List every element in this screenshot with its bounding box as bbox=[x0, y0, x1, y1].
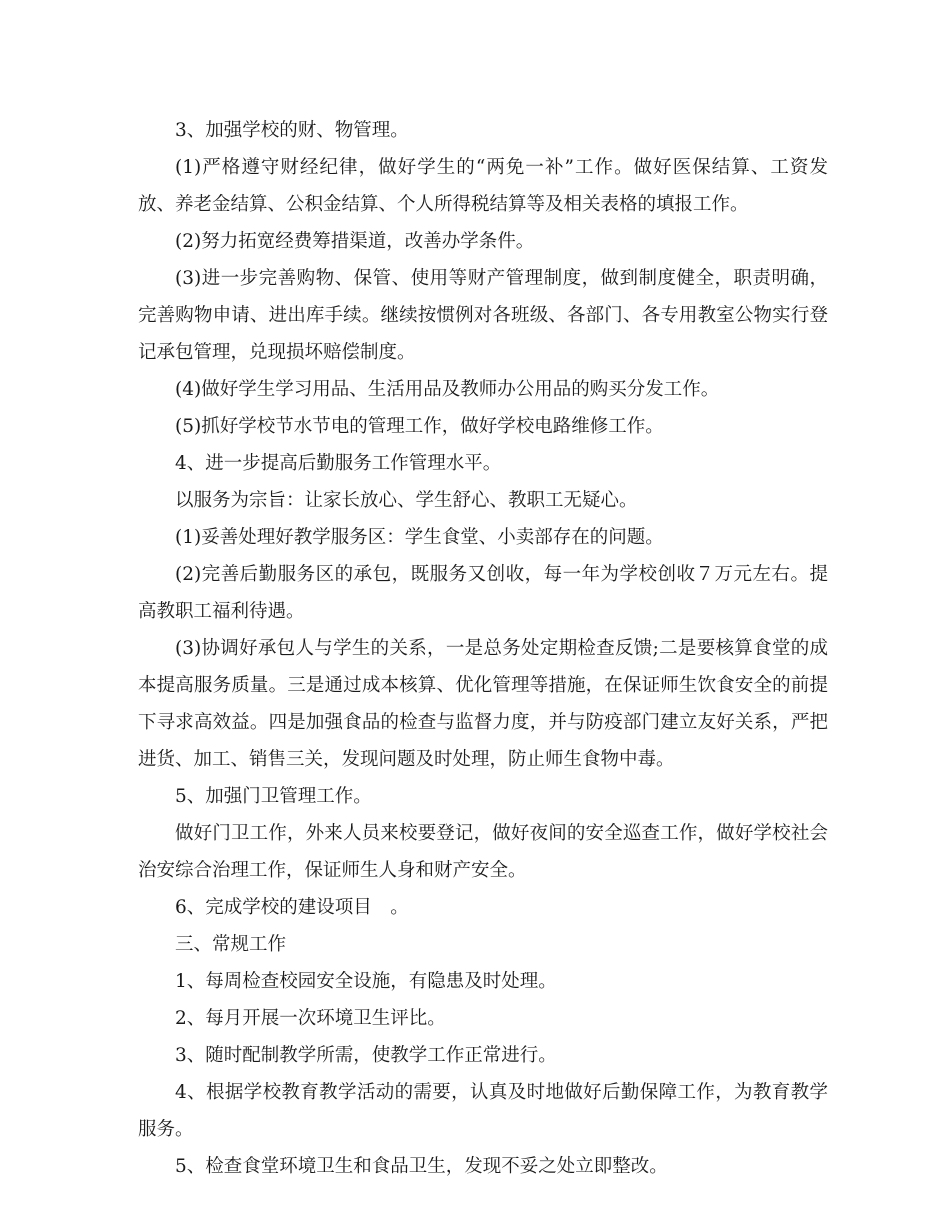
section-heading-guard: 5、加强门卫管理工作。 bbox=[175, 786, 372, 807]
paragraph-logistics-3: (3)协调好承包人与学生的关系，一是总务处定期检查反馈;二是要核算食堂的成本提高服务质量。三是通过成本核算、优化管理等措施，在保证师生饮食安全的前提下寻求高效益。四是加强食品的检查与监督力度，并与防疫部门建立友好关系，严把进货、加工、销售三关，发现问题及时处理，防止师生食物中毒。 bbox=[138, 638, 828, 770]
paragraph-finance-4: (4)做好学生学习用品、生活用品及教师办公用品的购买分发工作。 bbox=[175, 379, 720, 400]
paragraph-routine-4: 4、根据学校教育教学活动的需要，认真及时地做好后勤保障工作，为教育教学服务。 bbox=[138, 1082, 828, 1140]
paragraph-finance-2: (2)努力拓宽经费筹措渠道，改善办学条件。 bbox=[175, 231, 535, 252]
paragraph-service-aim: 以服务为宗旨：让家长放心、学生舒心、教职工无疑心。 bbox=[175, 490, 638, 511]
paragraph-finance-5: (5)抓好学校节水节电的管理工作，做好学校电路维修工作。 bbox=[175, 416, 664, 437]
paragraph-routine-3: 3、随时配制教学所需，使教学工作正常进行。 bbox=[175, 1045, 557, 1066]
paragraph-logistics-1: (1)妥善处理好教学服务区：学生食堂、小卖部存在的问题。 bbox=[175, 527, 664, 548]
paragraph-finance-3: (3)进一步完善购物、保管、使用等财产管理制度，做到制度健全，职责明确，完善购物申请、进出库手续。继续按惯例对各班级、各部门、各专用教室公物实行登记承包管理，兑现损坏赔偿制度。 bbox=[138, 268, 828, 363]
paragraph-routine-5: 5、检查食堂环境卫生和食品卫生，发现不妥之处立即整改。 bbox=[175, 1156, 668, 1177]
paragraph-logistics-2: (2)完善后勤服务区的承包，既服务又创收，每一年为学校创收７万元左右。提高教职工福利待遇。 bbox=[138, 564, 828, 622]
section-heading-finance: 3、加强学校的财、物管理。 bbox=[175, 120, 409, 141]
section-heading-routine: 三、常规工作 bbox=[175, 934, 287, 955]
section-heading-logistics: 4、进一步提高后勤服务工作管理水平。 bbox=[175, 453, 502, 474]
document-body bbox=[138, 112, 828, 1185]
paragraph-guard: 做好门卫工作，外来人员来校要登记，做好夜间的安全巡查工作，做好学校社会治安综合治理工作，保证师生人身和财产安全。 bbox=[138, 823, 828, 881]
section-heading-construction: 6、完成学校的建设项目 。 bbox=[175, 897, 409, 918]
paragraph-finance-1: (1)严格遵守财经纪律，做好学生的“两免一补”工作。做好医保结算、工资发放、养老金结算、公积金结算、个人所得税结算等及相关表格的填报工作。 bbox=[138, 157, 828, 215]
paragraph-routine-1: 1、每周检查校园安全设施，有隐患及时处理。 bbox=[175, 971, 557, 992]
paragraph-routine-2: 2、每月开展一次环境卫生评比。 bbox=[175, 1008, 446, 1029]
